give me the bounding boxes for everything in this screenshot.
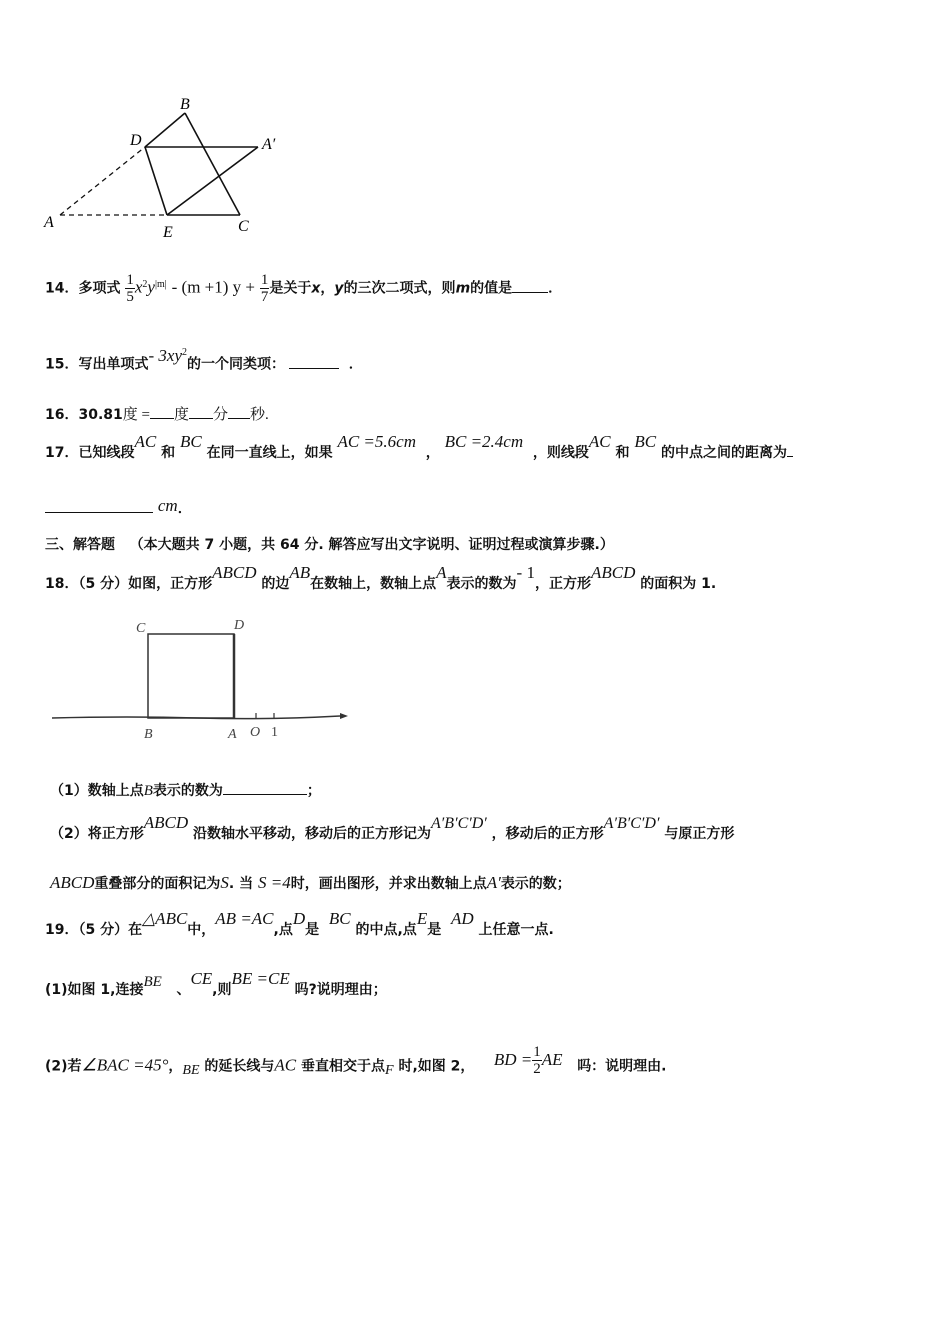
label-B: B xyxy=(144,727,153,742)
fraction-one-half: $\frac{1}{2}$ xyxy=(533,1044,541,1077)
question-17-line2: cm． xyxy=(45,498,192,518)
question-19: 19．（5 分）在△ABC中，AB =AC,点D是 BC 的中点,点E是 AD 上任意一点. xyxy=(45,909,554,938)
question-16: 16．30.81度 = 度 分 秒. xyxy=(45,404,269,424)
figure-triangle-fold xyxy=(40,95,300,245)
question-18-part-2-line2: ABCD重叠部分的面积记为S. 当 S =4时，画出图形，并求出数轴上点A′表示的数； xyxy=(50,873,571,892)
answer-blank xyxy=(45,498,153,513)
answer-blank xyxy=(223,780,307,795)
label-A: A xyxy=(44,214,54,231)
label-E: E xyxy=(163,224,173,241)
label-D: D xyxy=(130,132,142,149)
answer-blank xyxy=(512,278,548,293)
fraction-one-fifth: $\frac{1}{5}$ xyxy=(126,272,134,305)
question-19-part-2: (2)若∠BAC =45°，BE 的延长线与AC 垂直相交于点F 时,如图 2， BD = $\frac{1}{2}$ AE 吗：说明理由. xyxy=(45,1044,667,1078)
label-A-prime: A′ xyxy=(262,136,276,153)
question-18: 18．（5 分）如图，正方形ABCD 的边AB在数轴上，数轴上点A表示的数为- 1，正方形ABCD 的面积为 1. xyxy=(45,563,717,592)
label-C: C xyxy=(136,621,146,636)
question-19-part-1: (1)如图 1,连接BE 、CE,则BE =CE 吗?说明理由； xyxy=(45,969,387,998)
label-A: A xyxy=(228,727,237,742)
question-15: 15．写出单项式- $3xy^2$的一个同类项： ． xyxy=(45,345,363,373)
label-B: B xyxy=(180,96,190,113)
question-18-part-2: （2）将正方形ABCD 沿数轴水平移动，移动后的正方形记为A′B′C′D′ ，移动后的正方形A′B′C′D′ 与原正方形 xyxy=(50,813,735,842)
label-C: C xyxy=(238,218,249,235)
question-17: 17．已知线段AC 和 BC 在同一直线上，如果 AC =5.6cm ， BC =2.4cm ，则线段AC 和 BC 的中点之间的距离为 xyxy=(45,442,793,462)
question-18-part-1: （1）数轴上点B表示的数为 ； xyxy=(50,780,321,800)
section-3-heading: 三、解答题 （本大题共 7 小题，共 64 分. 解答应写出文字说明、证明过程或演算步骤.） xyxy=(45,537,614,553)
answer-blank xyxy=(289,354,339,369)
question-14: 14．多项式 $\frac{1}{5}$ $x^2y^{|m|} - (m +1) y$ + $\frac{1}{7}$ 是关于x，y的三次二项式，则m的值是 ． xyxy=(45,272,563,305)
label-one: 1 xyxy=(271,725,278,740)
figure-square-number-line xyxy=(48,612,348,742)
fraction-one-seventh: $\frac{1}{7}$ xyxy=(260,272,269,305)
label-D: D xyxy=(234,618,245,633)
label-O: O xyxy=(250,725,261,740)
